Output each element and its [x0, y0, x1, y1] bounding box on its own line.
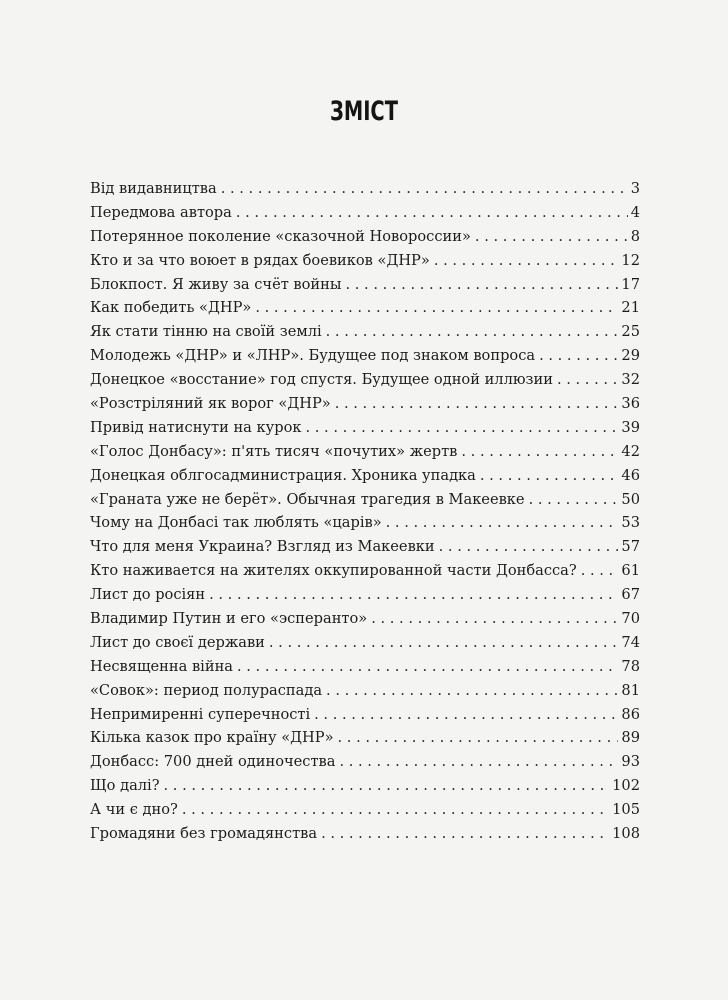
- toc-leader-dots: [335, 392, 619, 416]
- toc-entry-title: Лист до росіян: [90, 586, 206, 604]
- toc-entry-page: 102: [612, 777, 640, 795]
- toc-entry: [90, 679, 640, 703]
- toc-leader-dots: [321, 822, 609, 846]
- toc-entry: [90, 822, 640, 846]
- toc-leader-dots: [326, 320, 619, 344]
- toc-leader-dots: [386, 511, 619, 535]
- toc-entry: [90, 726, 640, 750]
- toc-entry-page: 81: [621, 681, 640, 699]
- toc-entry-page: 39: [621, 418, 640, 436]
- toc-entry-title: Кто и за что воюет в рядах боевиков «ДНР»: [90, 251, 430, 269]
- toc-entry-title: «Розстріляний як ворог «ДНР»: [90, 395, 331, 413]
- toc-entry: [90, 535, 640, 559]
- toc-entry-title: Від видавництва: [90, 180, 217, 197]
- toc-leader-dots: [269, 631, 619, 655]
- toc-leader-dots: [480, 464, 619, 488]
- toc-entry-page: 57: [621, 538, 640, 556]
- toc-leader-dots: [237, 655, 618, 679]
- toc-entry-title: Блокпост. Я живу за счёт войны: [90, 275, 342, 293]
- toc-entry: [90, 655, 640, 679]
- toc-entry: [90, 559, 640, 583]
- toc-entry: [90, 703, 640, 727]
- toc-leader-dots: [236, 201, 628, 225]
- toc-entry-title: Несвященна війна: [90, 657, 233, 675]
- toc-entry-page: 67: [621, 586, 640, 604]
- toc-leader-dots: [305, 416, 618, 440]
- toc-entry-title: Як стати тінню на своїй землі: [90, 323, 322, 341]
- toc-entry: [90, 631, 640, 655]
- toc-entry-page: 25: [621, 323, 640, 341]
- toc-leader-dots: [164, 774, 610, 798]
- toc-leader-dots: [539, 344, 618, 368]
- toc-leader-dots: [182, 798, 609, 822]
- toc-entry: [90, 273, 640, 297]
- toc-entry: [90, 392, 640, 416]
- toc-entry-page: 86: [621, 705, 640, 723]
- toc-leader-dots: [209, 583, 618, 607]
- toc-entry-title: Что для меня Украина? Взгляд из Макеевки: [90, 538, 435, 556]
- toc-leader-dots: [461, 440, 618, 464]
- toc-entry-title: Чому на Донбасі так люблять «царів»: [90, 514, 382, 532]
- toc-entry-page: 17: [621, 275, 640, 293]
- toc-entry-page: 4: [630, 203, 640, 221]
- toc-entry-title: Донбасс: 700 дней одиночества: [90, 753, 336, 771]
- toc-entry-page: 21: [621, 299, 640, 317]
- toc-leader-dots: [338, 726, 619, 750]
- toc-entry-title: «Совок»: период полураспада: [90, 681, 323, 699]
- toc-entry-title: Що далі?: [90, 777, 160, 795]
- toc-entry-page: 42: [621, 442, 640, 460]
- toc-entry-page: 53: [621, 514, 640, 532]
- toc-entry-page: 93: [621, 753, 640, 771]
- toc-leader-dots: [529, 488, 619, 512]
- toc-entry: [90, 511, 640, 535]
- toc-leader-dots: [221, 177, 628, 201]
- toc-entry: [90, 774, 640, 798]
- toc-leader-dots: [346, 273, 619, 297]
- toc-entry: [90, 464, 640, 488]
- toc-entry-title: Как победить «ДНР»: [90, 299, 252, 317]
- toc-entry: [90, 750, 640, 774]
- toc-leader-dots: [557, 368, 618, 392]
- toc-entry-title: Непримиренні суперечності: [90, 705, 311, 723]
- table-of-contents: [90, 177, 640, 846]
- toc-entry-page: 8: [630, 227, 640, 245]
- toc-entry-title: Передмова автора: [90, 203, 232, 221]
- toc-entry: [90, 177, 640, 201]
- toc-leader-dots: [314, 703, 618, 727]
- toc-entry: [90, 225, 640, 249]
- toc-entry: [90, 320, 640, 344]
- toc-entry-page: 32: [621, 371, 640, 389]
- toc-entry-title: Донецкое «восстание» год спустя. Будущее одной иллюзии: [90, 371, 553, 389]
- toc-entry-page: 70: [621, 610, 640, 628]
- toc-entry-page: 89: [621, 729, 640, 747]
- toc-entry-title: Кілька казок про країну «ДНР»: [90, 729, 334, 747]
- toc-entry-page: 78: [621, 657, 640, 675]
- toc-entry: [90, 296, 640, 320]
- toc-entry-title: Владимир Путин и его «эсперанто»: [90, 610, 368, 628]
- toc-entry-title: «Голос Донбасу»: п'ять тисяч «почутих» жертв: [90, 442, 458, 460]
- toc-leader-dots: [439, 535, 619, 559]
- toc-entry: [90, 416, 640, 440]
- toc-entry: [90, 488, 640, 512]
- toc-leader-dots: [581, 559, 619, 583]
- toc-entry-page: 50: [621, 490, 640, 508]
- toc-leader-dots: [371, 607, 618, 631]
- toc-entry-title: Лист до своєї держави: [90, 633, 265, 651]
- toc-entry-page: 61: [621, 562, 640, 580]
- toc-entry-page: 29: [621, 347, 640, 365]
- toc-entry-page: 12: [621, 251, 640, 269]
- toc-entry-title: А чи є дно?: [90, 801, 178, 819]
- toc-entry-title: «Граната уже не берёт». Обычная трагедия в Макеевке: [90, 490, 525, 508]
- toc-leader-dots: [475, 225, 628, 249]
- toc-entry-page: 46: [621, 466, 640, 484]
- toc-entry-title: Потерянное поколение «сказочной Новороссии»: [90, 227, 471, 245]
- toc-leader-dots: [255, 296, 618, 320]
- toc-entry: [90, 249, 640, 273]
- toc-entry-page: 105: [612, 801, 640, 819]
- toc-leader-dots: [434, 249, 619, 273]
- toc-entry: [90, 368, 640, 392]
- toc-entry-title: Привід натиснути на курок: [90, 418, 302, 436]
- toc-entry-title: Громадяни без громадянства: [90, 825, 318, 843]
- toc-entry: [90, 607, 640, 631]
- toc-entry: [90, 583, 640, 607]
- toc-entry: [90, 798, 640, 822]
- toc-entry-title: Донецкая облгосадминистрация. Хроника упадка: [90, 466, 476, 484]
- toc-entry: [90, 440, 640, 464]
- toc-leader-dots: [326, 679, 618, 703]
- toc-leader-dots: [339, 750, 618, 774]
- toc-entry-page: 3: [630, 180, 640, 197]
- page-title: ЗМІСТ: [330, 96, 398, 127]
- toc-entry-title: Кто наживается на жителях оккупированной части Донбасса?: [90, 562, 577, 580]
- toc-entry-page: 36: [621, 395, 640, 413]
- toc-entry: [90, 201, 640, 225]
- toc-entry-page: 108: [612, 825, 640, 843]
- toc-entry: [90, 344, 640, 368]
- toc-entry-page: 74: [621, 633, 640, 651]
- toc-entry-title: Молодежь «ДНР» и «ЛНР». Будущее под знаком вопроса: [90, 347, 536, 365]
